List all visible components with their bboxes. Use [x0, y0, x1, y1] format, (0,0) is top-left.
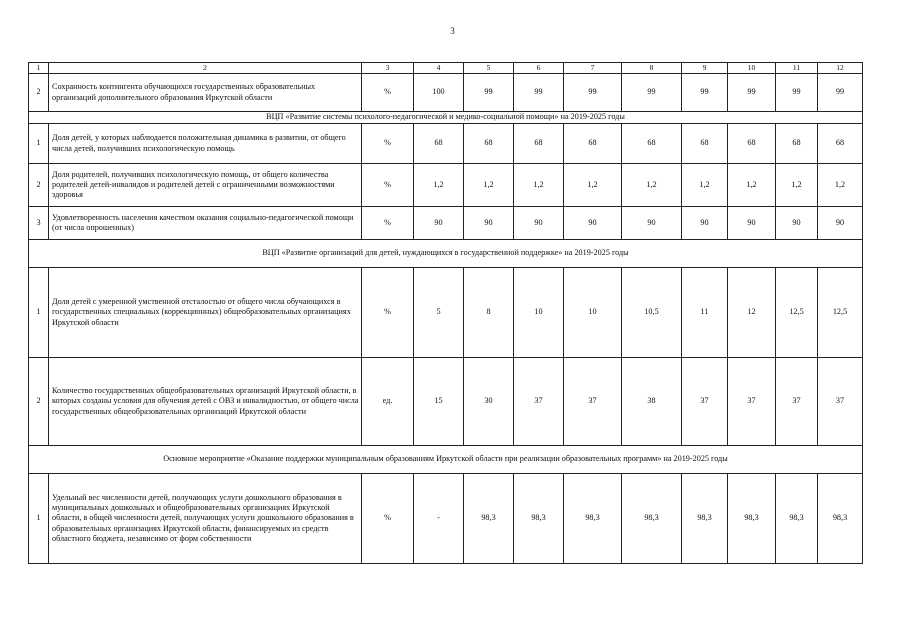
value-cell: 68	[514, 124, 564, 164]
section-title: ВЦП «Развитие организаций для детей, нуждающихся в государственной поддержке» на 2019-2025 годы	[29, 240, 863, 268]
value-cell: 99	[682, 74, 728, 112]
value-cell: 30	[464, 358, 514, 446]
value-cell: 37	[818, 358, 863, 446]
value-cell: 11	[682, 268, 728, 358]
value-cell: 90	[514, 207, 564, 240]
column-number: 1	[29, 63, 49, 74]
column-number: 10	[728, 63, 776, 74]
value-cell: 10	[564, 268, 622, 358]
value-cell: 98,3	[682, 474, 728, 564]
column-number: 5	[464, 63, 514, 74]
value-cell: 90	[414, 207, 464, 240]
value-cell: 1,2	[464, 164, 514, 207]
value-cell: 37	[682, 358, 728, 446]
unit-cell: %	[362, 124, 414, 164]
value-cell: 68	[564, 124, 622, 164]
indicator-name: Доля детей с умеренной умственной отсталостью от общего числа обучающихся в государственных специальных (коррекционных) общеобразовательных организациях Иркутской области	[49, 268, 362, 358]
value-cell: 90	[728, 207, 776, 240]
value-cell: 1,2	[776, 164, 818, 207]
value-cell: 1,2	[564, 164, 622, 207]
value-cell: 8	[464, 268, 514, 358]
value-cell: 38	[622, 358, 682, 446]
indicator-name: Доля детей, у которых наблюдается положительная динамика в развитии, от общего числа детей, получивших психологическую помощь	[49, 124, 362, 164]
value-cell: 1,2	[818, 164, 863, 207]
value-cell: 37	[514, 358, 564, 446]
section-row	[29, 240, 863, 268]
page-number: 3	[450, 26, 455, 36]
value-cell: 68	[622, 124, 682, 164]
indicator-name: Доля родителей, получивших психологическую помощь, от общего количества родителей детей-инвалидов и родителей детей с ограниченными возможностями здоровья	[49, 164, 362, 207]
value-cell: 98,3	[776, 474, 818, 564]
unit-cell: ед.	[362, 358, 414, 446]
column-number: 11	[776, 63, 818, 74]
value-cell: 90	[776, 207, 818, 240]
value-cell: 90	[622, 207, 682, 240]
value-cell: 37	[776, 358, 818, 446]
column-number: 9	[682, 63, 728, 74]
value-cell: 12	[728, 268, 776, 358]
column-number-row	[29, 63, 863, 74]
row-number: 2	[29, 358, 49, 446]
column-number: 2	[49, 63, 362, 74]
indicator-name: Удовлетворенность населения качеством оказания социально-педагогической помощи (от числа опрошенных)	[49, 207, 362, 240]
row-number: 1	[29, 474, 49, 564]
unit-cell: %	[362, 164, 414, 207]
indicator-name: Количество государственных общеобразовательных организаций Иркутской области, в которых созданы условия для обучения детей с ОВЗ и инвалидностью, от общего числа государственных общеобразовательных организаций Иркутской области	[49, 358, 362, 446]
row-number: 1	[29, 268, 49, 358]
column-number: 7	[564, 63, 622, 74]
table-row	[29, 164, 863, 207]
value-cell: 68	[728, 124, 776, 164]
value-cell: 10,5	[622, 268, 682, 358]
indicators-table	[28, 62, 863, 564]
value-cell: 5	[414, 268, 464, 358]
column-number: 6	[514, 63, 564, 74]
value-cell: 99	[514, 74, 564, 112]
value-cell: 37	[728, 358, 776, 446]
value-cell: 68	[818, 124, 863, 164]
value-cell: 68	[776, 124, 818, 164]
value-cell: 98,3	[818, 474, 863, 564]
table-row	[29, 474, 863, 564]
unit-cell: %	[362, 74, 414, 112]
value-cell: 1,2	[682, 164, 728, 207]
column-number: 4	[414, 63, 464, 74]
value-cell: 68	[414, 124, 464, 164]
value-cell: 98,3	[514, 474, 564, 564]
table-row	[29, 268, 863, 358]
value-cell: 1,2	[414, 164, 464, 207]
value-cell: 99	[464, 74, 514, 112]
table-row	[29, 124, 863, 164]
column-number: 8	[622, 63, 682, 74]
value-cell: 100	[414, 74, 464, 112]
row-number: 2	[29, 164, 49, 207]
value-cell: 68	[682, 124, 728, 164]
row-number: 2	[29, 74, 49, 112]
table-row	[29, 358, 863, 446]
value-cell: 10	[514, 268, 564, 358]
section-row	[29, 446, 863, 474]
row-number: 3	[29, 207, 49, 240]
value-cell: -	[414, 474, 464, 564]
value-cell: 15	[414, 358, 464, 446]
value-cell: 90	[464, 207, 514, 240]
value-cell: 1,2	[514, 164, 564, 207]
value-cell: 1,2	[622, 164, 682, 207]
table-row	[29, 74, 863, 112]
value-cell: 90	[682, 207, 728, 240]
unit-cell: %	[362, 474, 414, 564]
value-cell: 90	[564, 207, 622, 240]
section-row	[29, 112, 863, 124]
value-cell: 1,2	[728, 164, 776, 207]
value-cell: 98,3	[564, 474, 622, 564]
unit-cell: %	[362, 207, 414, 240]
unit-cell: %	[362, 268, 414, 358]
value-cell: 37	[564, 358, 622, 446]
value-cell: 12,5	[776, 268, 818, 358]
column-number: 3	[362, 63, 414, 74]
indicator-name: Сохранность контингента обучающихся государственных образовательных организаций дополнительного образования Иркутской области	[49, 74, 362, 112]
value-cell: 98,3	[622, 474, 682, 564]
section-title: ВЦП «Развитие системы психолого-педагогической и медико-социальной помощи» на 2019-2025 годы	[29, 112, 863, 124]
indicator-name: Удельный вес численности детей, получающих услуги дошкольного образования в муниципальных дошкольных и общеобразовательных организациях Иркутской области, в общей численности детей, получающих услуги дошкольного образования в образовательных организациях Иркутской области, финансируемых из средств областного бюджета, независимо от форм собственности	[49, 474, 362, 564]
value-cell: 98,3	[464, 474, 514, 564]
value-cell: 99	[776, 74, 818, 112]
table-row	[29, 207, 863, 240]
value-cell: 99	[728, 74, 776, 112]
value-cell: 98,3	[728, 474, 776, 564]
column-number: 12	[818, 63, 863, 74]
value-cell: 99	[622, 74, 682, 112]
row-number: 1	[29, 124, 49, 164]
section-title: Основное мероприятие «Оказание поддержки муниципальным образованиям Иркутской области при реализации образовательных программ» на 2019-2025 годы	[29, 446, 863, 474]
value-cell: 99	[564, 74, 622, 112]
value-cell: 99	[818, 74, 863, 112]
value-cell: 68	[464, 124, 514, 164]
value-cell: 12,5	[818, 268, 863, 358]
value-cell: 90	[818, 207, 863, 240]
